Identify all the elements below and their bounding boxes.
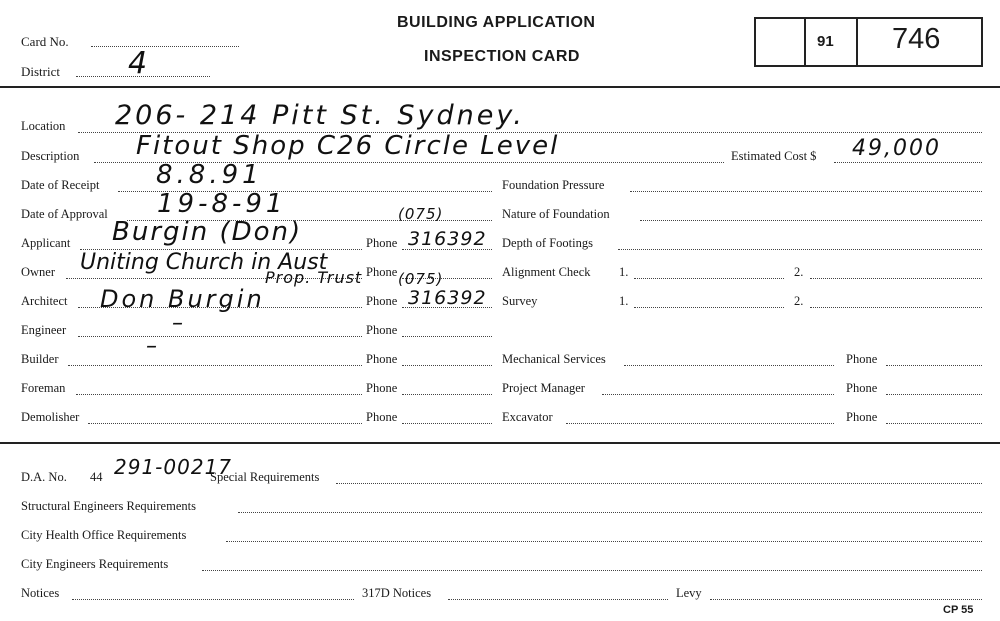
excavator-phone-label: Phone: [846, 410, 878, 424]
engineer-phone-line: [402, 336, 492, 337]
special-requirements-line: [336, 483, 982, 484]
engineer-label: Engineer: [21, 323, 67, 337]
depth-footings-label: Depth of Footings: [502, 236, 593, 250]
header-divider: [0, 86, 1000, 88]
owner-value: Uniting Church in Aust: [80, 250, 328, 275]
applicant-label: Applicant: [21, 236, 71, 250]
da-prefix: 44: [90, 470, 103, 484]
applicant-value: Burgin (Don): [112, 217, 303, 247]
mechanical-line: [624, 365, 834, 366]
builder-value: –: [146, 334, 158, 359]
applicant-phone-value: 316392: [408, 228, 487, 250]
form-code: CP 55: [943, 604, 974, 616]
excavator-line: [566, 423, 834, 424]
architect-value: Don Burgin: [100, 285, 265, 313]
date-approval-value: 19-8-91: [157, 189, 287, 219]
date-receipt-label: Date of Receipt: [21, 178, 100, 192]
foreman-phone-line: [402, 394, 492, 395]
demolisher-label: Demolisher: [21, 410, 80, 424]
project-manager-phone-label: Phone: [846, 381, 878, 395]
location-label: Location: [21, 119, 66, 133]
builder-line: [68, 365, 362, 366]
demolisher-phone-line: [402, 423, 492, 424]
mechanical-phone-label: Phone: [846, 352, 878, 366]
architect-phone-area: (075): [398, 270, 444, 288]
box-number: 746: [892, 23, 941, 55]
levy-label: Levy: [676, 586, 702, 600]
survey-label: Survey: [502, 294, 538, 308]
owner-phone-label: Phone: [366, 265, 398, 279]
survey-two-label: 2.: [794, 294, 804, 308]
excavator-phone-line: [886, 423, 982, 424]
title-line1: BUILDING APPLICATION: [397, 14, 596, 31]
alignment-one-line: [634, 278, 784, 279]
builder-phone-label: Phone: [366, 352, 398, 366]
foundation-pressure-label: Foundation Pressure: [502, 178, 605, 192]
alignment-one-label: 1.: [619, 265, 629, 279]
nature-foundation-line: [640, 220, 982, 221]
architect-phone-value: 316392: [408, 287, 487, 309]
date-receipt-value: 8.8.91: [156, 160, 263, 190]
notices-317d-line: [448, 599, 668, 600]
alignment-two-label: 2.: [794, 265, 804, 279]
architect-label: Architect: [21, 294, 68, 308]
structural-line: [238, 512, 982, 513]
middle-divider: [0, 442, 1000, 444]
alignment-check-label: Alignment Check: [502, 265, 591, 279]
excavator-label: Excavator: [502, 410, 553, 424]
card-no-line: [91, 46, 239, 47]
project-manager-label: Project Manager: [502, 381, 585, 395]
architect-phone-label: Phone: [366, 294, 398, 308]
project-manager-phone-line: [886, 394, 982, 395]
box-number-cell: [856, 19, 981, 65]
mechanical-phone-line: [886, 365, 982, 366]
levy-line: [710, 599, 982, 600]
foundation-pressure-line: [630, 191, 982, 192]
survey-two-line: [810, 307, 982, 308]
foreman-phone-label: Phone: [366, 381, 398, 395]
demolisher-phone-label: Phone: [366, 410, 398, 424]
engineer-line: [78, 336, 362, 337]
date-approval-label: Date of Approval: [21, 207, 108, 221]
district-value: 4: [128, 46, 149, 81]
foreman-line: [76, 394, 362, 395]
estimated-cost-label: Estimated Cost $: [731, 149, 817, 163]
mechanical-label: Mechanical Services: [502, 352, 606, 366]
da-value: 291-00217: [114, 455, 233, 479]
alignment-two-line: [810, 278, 982, 279]
city-engineers-line: [202, 570, 982, 571]
owner-value2: Prop. Trust: [265, 268, 363, 287]
description-value: Fitout Shop C26 Circle Level: [136, 131, 560, 161]
estimated-cost-line: [834, 162, 982, 163]
notices-label: Notices: [21, 586, 60, 600]
estimated-cost-value: 49,000: [852, 136, 941, 161]
foreman-label: Foreman: [21, 381, 66, 395]
description-label: Description: [21, 149, 80, 163]
nature-foundation-label: Nature of Foundation: [502, 207, 610, 221]
engineer-value: –: [172, 311, 184, 336]
demolisher-line: [88, 423, 362, 424]
box-year: 91: [817, 33, 834, 50]
card-number-box: [754, 17, 983, 67]
owner-label: Owner: [21, 265, 56, 279]
location-value: 206- 214 Pitt St. Sydney.: [115, 100, 525, 131]
structural-label: Structural Engineers Requirements: [21, 499, 196, 513]
title-line2: INSPECTION CARD: [424, 48, 580, 65]
health-label: City Health Office Requirements: [21, 528, 187, 542]
notices-317d-label: 317D Notices: [362, 586, 432, 600]
applicant-phone-label: Phone: [366, 236, 398, 250]
city-engineers-label: City Engineers Requirements: [21, 557, 169, 571]
builder-phone-line: [402, 365, 492, 366]
project-manager-line: [602, 394, 834, 395]
notices-line: [72, 599, 354, 600]
district-label: District: [21, 64, 60, 79]
engineer-phone-label: Phone: [366, 323, 398, 337]
builder-label: Builder: [21, 352, 59, 366]
special-requirements-label: Special Requirements: [210, 470, 320, 484]
health-line: [226, 541, 982, 542]
depth-footings-line: [618, 249, 982, 250]
box-year-cell: [804, 19, 856, 65]
survey-one-line: [634, 307, 784, 308]
survey-one-label: 1.: [619, 294, 629, 308]
card-no-label: Card No.: [21, 34, 69, 49]
da-label: D.A. No.: [21, 470, 67, 484]
applicant-phone-area: (075): [398, 205, 444, 223]
